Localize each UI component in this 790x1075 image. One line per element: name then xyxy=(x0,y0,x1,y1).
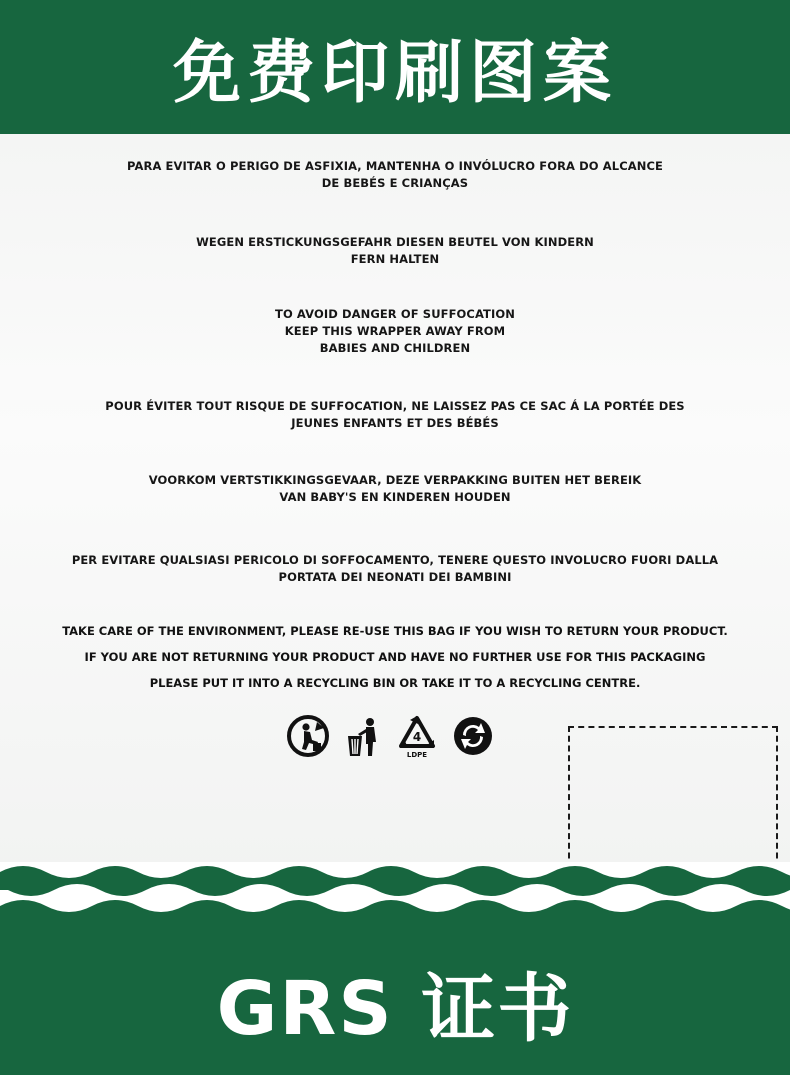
recycle-code-text: 4 xyxy=(412,730,422,744)
tidyman-bin-icon xyxy=(344,712,384,760)
warning-line: PORTATA DEI NEONATI DEI BAMBINI xyxy=(278,570,512,584)
top-banner-title: 免费印刷图案 xyxy=(172,33,617,113)
warning-line: FERN HALTEN xyxy=(350,252,440,266)
warning-dutch xyxy=(0,472,790,506)
warning-line: DE BEBÉS E CRIANÇAS xyxy=(321,176,469,190)
warning-line: JEUNES ENFANTS ET DES BÉBÉS xyxy=(291,416,499,430)
warning-portuguese xyxy=(0,158,790,192)
environment-message xyxy=(0,618,790,696)
environment-line: IF YOU ARE NOT RETURNING YOUR PRODUCT AND HAVE NO FURTHER USE FOR THIS PACKAGING xyxy=(84,650,706,664)
green-dot-icon xyxy=(450,712,496,760)
environment-line: TAKE CARE OF THE ENVIRONMENT, PLEASE RE-USE THIS BAG IF YOU WISH TO RETURN YOUR PRODUCT. xyxy=(62,624,728,638)
bottom-banner-title: GRS 证书 xyxy=(216,965,574,1052)
warning-english xyxy=(0,306,790,357)
warning-french xyxy=(0,398,790,432)
recycle-person-icon xyxy=(284,712,332,760)
dashed-label-area xyxy=(568,726,778,878)
warning-line: PER EVITARE QUALSIASI PERICOLO DI SOFFOCAMENTO, TENERE QUESTO INVOLUCRO FUORI DALLA xyxy=(71,553,719,567)
warning-line: VOORKOM VERTSTIKKINGSGEVAAR, DEZE VERPAKKING BUITEN HET BEREIK xyxy=(148,473,642,487)
warning-line: PARA EVITAR O PERIGO DE ASFIXIA, MANTENHA O INVÓLUCRO FORA DO ALCANCE xyxy=(127,159,663,173)
warning-line: POUR ÉVITER TOUT RISQUE DE SUFFOCATION, NE LAISSEZ PAS CE SAC Á LA PORTÉE DES xyxy=(105,399,685,413)
environment-line: PLEASE PUT IT INTO A RECYCLING BIN OR TAKE IT TO A RECYCLING CENTRE. xyxy=(149,676,641,690)
top-banner xyxy=(0,0,790,134)
warning-line: WEGEN ERSTICKUNGSGEFAHR DIESEN BEUTEL VON KINDERN xyxy=(196,235,594,249)
warning-line: BABIES AND CHILDREN xyxy=(319,341,471,355)
recycle-material-text: LDPE xyxy=(406,751,428,759)
recycling-symbols xyxy=(284,712,496,760)
warning-line: TO AVOID DANGER OF SUFFOCATION xyxy=(275,307,515,321)
warning-line: KEEP THIS WRAPPER AWAY FROM xyxy=(284,324,506,338)
warning-line: VAN BABY'S EN KINDEREN HOUDEN xyxy=(279,490,511,504)
warning-german xyxy=(0,234,790,268)
warning-italian xyxy=(0,552,790,586)
recycle-ldpe-icon xyxy=(396,712,438,760)
bottom-banner xyxy=(0,930,790,1075)
